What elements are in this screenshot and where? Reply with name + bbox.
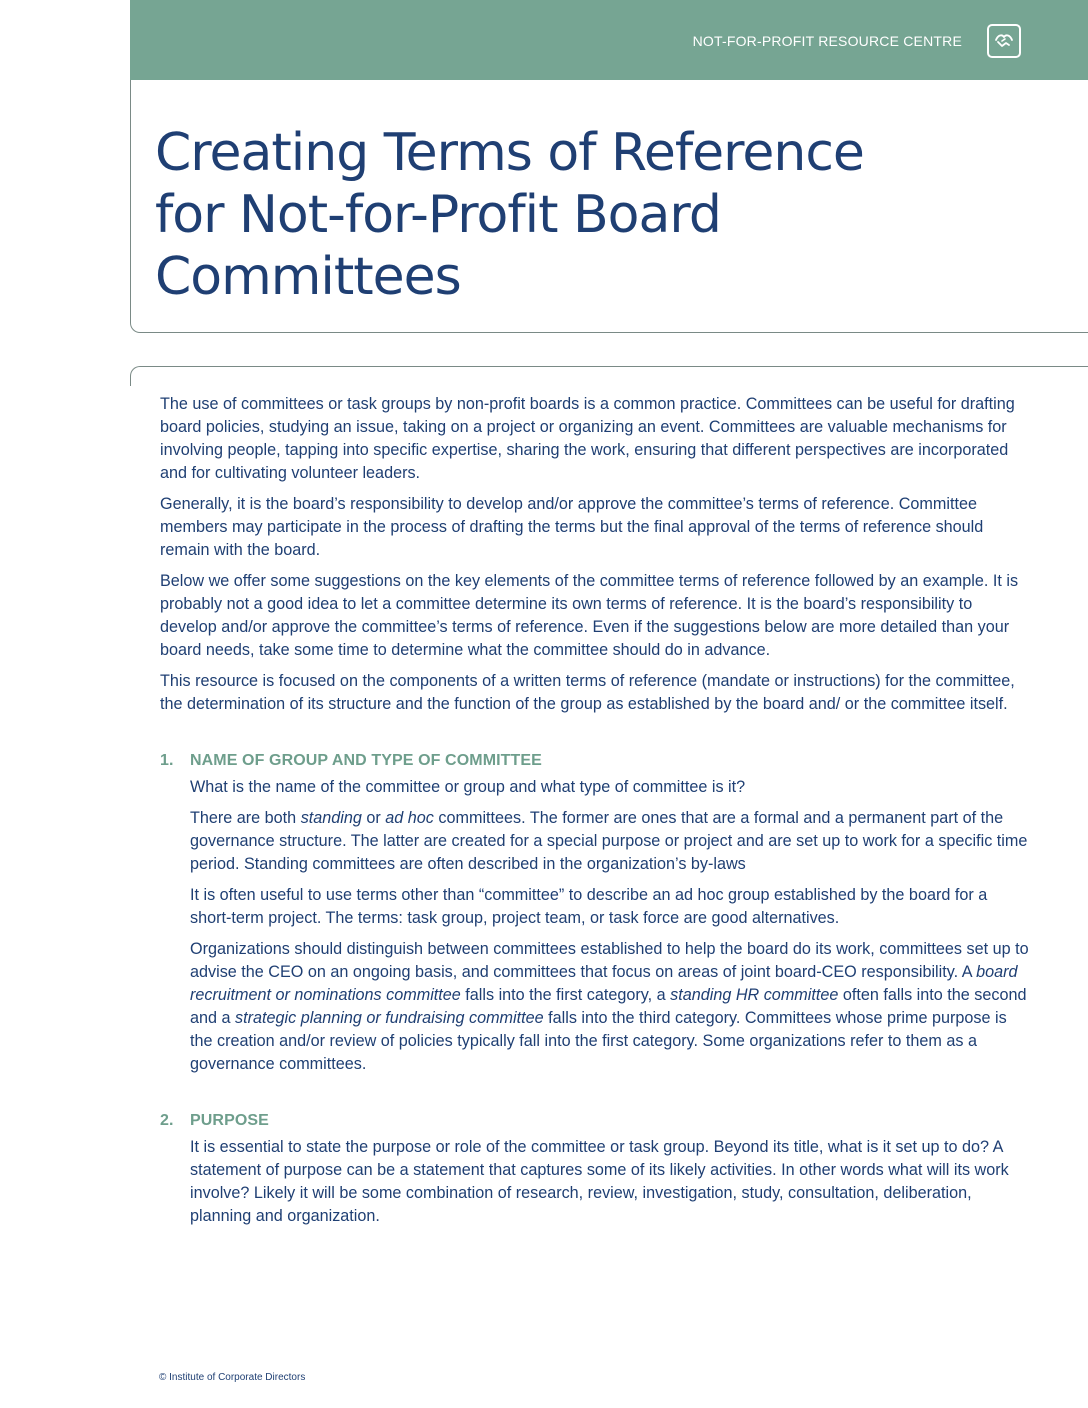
page-title (155, 122, 975, 308)
section-body (190, 776, 1030, 1076)
intro-paragraph: Below we offer some suggestions on the key elements of the committee terms of reference followed by an example. It is probably not a good idea to let a committee determine its own terms of reference. It is the board’s responsibility to develop and/or approve the committee’s terms of reference. Even if the suggestions below are more detailed than your board needs, take some time to determine what the committee should do in advance. (160, 572, 1019, 659)
resource-centre-label: NOT-FOR-PROFIT RESOURCE CENTRE (692, 33, 962, 49)
italic-term: ad hoc (385, 809, 434, 827)
section-paragraph: It is often useful to use terms other than “committee” to describe an ad hoc group established by the board for a short-term project. The terms: task group, project team, or task force are good alternatives. (190, 886, 988, 927)
content-frame-rule (130, 366, 1088, 386)
text-run: often falls into the second and a (190, 986, 1027, 1027)
italic-term: standing (300, 809, 362, 827)
title-line: Committees (155, 247, 461, 307)
text-run: There are both (190, 809, 301, 827)
handshake-icon (987, 24, 1021, 58)
title-line: for Not-for-Profit Board (155, 185, 721, 245)
section-heading (160, 749, 1030, 772)
text-run: falls into the first category, a (460, 986, 671, 1004)
header-banner (130, 0, 1088, 80)
text-run: falls into the third category. Committees whose prime purpose is the creation and/or review of policies typically fall into the first category. Some organizations refer to them as a governance committees. (190, 1009, 1007, 1073)
text-run: committees. The former are ones that are a formal and a permanent part of the governance structure. The latter are created for a special purpose or project and are set up to work for a specific time period. Standing committees are often described in the organization’s by-laws (190, 809, 1028, 873)
section-title: NAME OF GROUP AND TYPE OF COMMITTEE (190, 752, 542, 769)
section-paragraph (190, 807, 1030, 876)
title-line: Creating Terms of Reference (155, 123, 864, 183)
section-paragraph: It is essential to state the purpose or role of the committee or task group. Beyond its title, what is it set up to do? A statement of purpose can be a statement that captures some of its likely activities. In other words what will its work involve? Likely it will be some combination of research, review, investigation, study, consultation, deliberation, planning and organization. (190, 1138, 1009, 1225)
section-paragraph (190, 938, 1030, 1076)
italic-term: standing HR committee (670, 986, 839, 1004)
footer-copyright: © Institute of Corporate Directors (159, 1372, 306, 1383)
intro-paragraph: The use of committees or task groups by non-profit boards is a common practice. Committees can be useful for drafting board policies, studying an issue, taking on a project or organizing an event. Committees are valuable mechanisms for involving people, tapping into specific expertise, sharing the work, ensuring that different perspectives are incorporated and for cultivating volunteer leaders. (160, 395, 1015, 482)
section-purpose (160, 1109, 1030, 1228)
text-run: or (361, 809, 386, 827)
section-paragraph: What is the name of the committee or group and what type of committee is it? (190, 778, 746, 796)
section-body (190, 1136, 1030, 1228)
text-run: Organizations should distinguish between committees established to help the board do its work, committees set up to advise the CEO on an ongoing basis, and committees that focus on areas of joint board-CEO responsibility. A (190, 940, 1029, 981)
section-number: 1. (160, 752, 174, 769)
section-title: PURPOSE (190, 1112, 269, 1129)
italic-term: strategic planning or fundraising committee (235, 1009, 544, 1027)
section-heading (160, 1109, 1030, 1132)
section-name-and-type (160, 749, 1030, 1076)
main-content (160, 393, 1030, 1236)
intro-paragraph: This resource is focused on the components of a written terms of reference (mandate or instructions) for the committee, the determination of its structure and the function of the group as established by the board and/ or the committee itself. (160, 672, 1015, 713)
italic-term: board recruitment or nominations committee (190, 963, 1018, 1004)
section-number: 2. (160, 1112, 174, 1129)
intro-paragraph: Generally, it is the board’s responsibility to develop and/or approve the committee’s terms of reference. Committee members may participate in the process of drafting the terms but the final approval of the terms of reference should remain with the board. (160, 495, 984, 559)
